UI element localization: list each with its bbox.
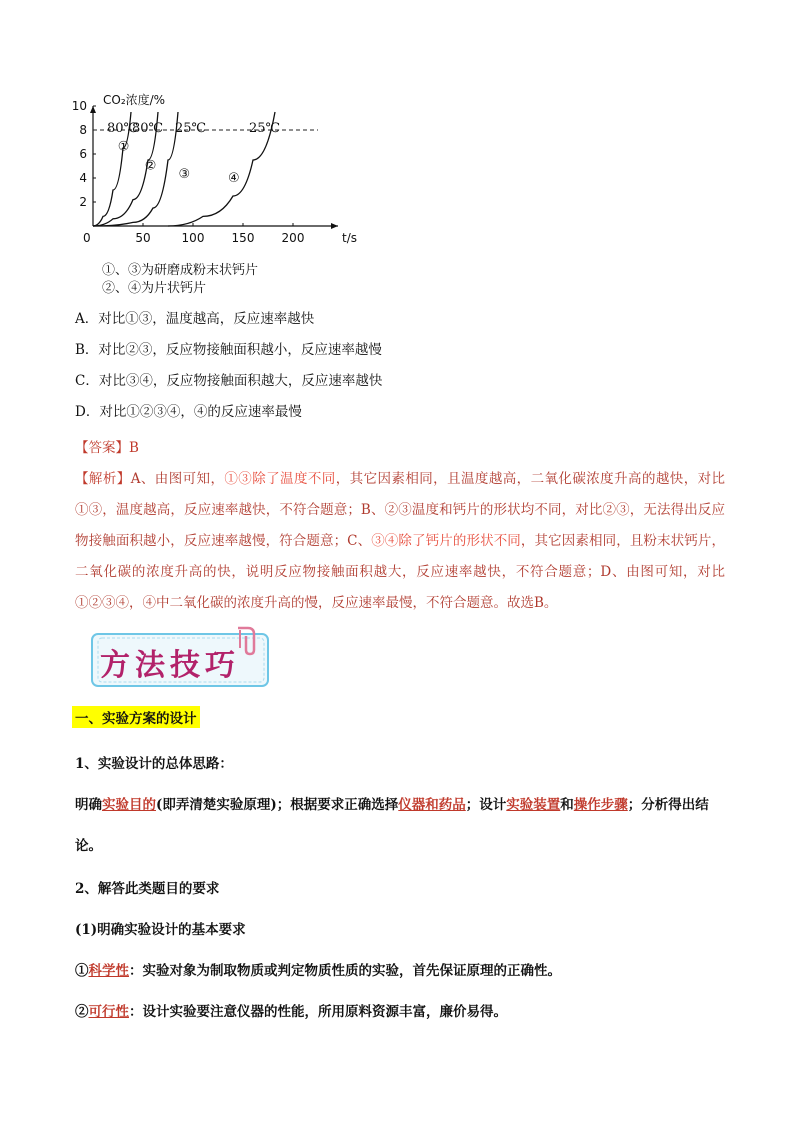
- analysis-label: 【解析】: [75, 471, 131, 487]
- req1-number: ①: [75, 963, 89, 979]
- item-2-heading: 2、解答此类题目的要求: [75, 881, 220, 897]
- y-axis-arrow-icon: [90, 106, 96, 113]
- requirement-1: [75, 959, 561, 979]
- req1-text: ：实验对象为制取物质或判定物质性质的实验，首先保证原理的正确性。: [129, 963, 561, 979]
- y-axis-label: CO₂浓度/%: [103, 93, 166, 107]
- y-tick-label: 2: [79, 195, 87, 209]
- series-label: ③: [178, 167, 191, 183]
- analysis-part-3: ，其它因素相同，且温度越高，二氧化碳浓度升高的越快，对比①③，温度越高，反应速率越快，不符合题意；B、②③温度和钙片的形状均不同，对比②③，无法得出反应物接触面积越小，反应速率越慢，符合题意；C、: [75, 471, 726, 549]
- analysis-highlight-1: ①③除了温度不同: [224, 471, 336, 487]
- option-b: B．对比②③，反应物接触面积越小，反应速率越慢: [75, 342, 382, 358]
- x-tick-label: 150: [231, 231, 255, 245]
- design-key-apparatus: 实验装置: [506, 797, 561, 813]
- y-tick-label: 10: [71, 99, 87, 113]
- x-tick-label: 50: [135, 231, 151, 245]
- series-label: ①: [117, 139, 130, 155]
- design-key-purpose: 实验目的: [102, 797, 156, 813]
- req2-number: ②: [75, 1004, 89, 1020]
- option-a: A．对比①③，温度越高，反应速率越快: [75, 311, 315, 327]
- series-temp-label: 80℃: [107, 121, 139, 136]
- series-label: ②: [144, 158, 157, 174]
- series-label: ④: [228, 170, 240, 186]
- design-key-steps: 操作步骤: [573, 797, 628, 813]
- analysis-part-5: ，其它因素相同，且粉末状钙片，二氧化碳的浓度升高的快，说明反应物接触面积越大，反应速率越快，不符合题意；D、由图可知，对比①②③④，④中二氧化碳的浓度升高的慢，反应速率最慢，不符合题意。故选B。: [75, 533, 725, 611]
- analysis-part-1: A、由图可知，: [130, 471, 225, 487]
- y-tick-label: 6: [79, 147, 87, 161]
- series-temp-label: 25℃: [249, 121, 281, 136]
- y-tick-label: 4: [79, 171, 87, 185]
- series-temp-label: 80℃: [132, 121, 164, 136]
- x-tick-label: 200: [281, 231, 305, 245]
- legend-line-2: ②、④为片状钙片: [102, 281, 207, 296]
- design-text-1: 明确: [75, 797, 102, 813]
- design-text-3: ；设计: [465, 797, 507, 813]
- legend-line-1: ①、③为研磨成粉末状钙片: [102, 263, 259, 278]
- x-tick-label: 100: [181, 231, 205, 245]
- req2-text: ：设计实验要注意仪器的性能，所用原料资源丰富，廉价易得。: [129, 1004, 507, 1020]
- y-tick-label: 8: [79, 123, 87, 137]
- design-text-2: (即弄清楚实验原理)；根据要求正确选择: [156, 797, 399, 813]
- section-title: 一、实验方案的设计: [72, 706, 200, 728]
- co2-concentration-chart: [60, 88, 357, 258]
- requirement-2: [75, 1000, 507, 1020]
- series-temp-label: 25℃: [175, 121, 207, 136]
- answer: 【答案】B: [75, 440, 139, 456]
- option-d: D．对比①②③④，④的反应速率最慢: [75, 404, 302, 420]
- x-tick-label: 0: [83, 231, 91, 245]
- analysis-highlight-2: ③④除了钙片的形状不同: [371, 533, 521, 549]
- analysis-paragraph: [75, 464, 725, 619]
- option-c: C．对比③④，反应物接触面积越大，反应速率越快: [75, 373, 383, 389]
- design-text-5: ；分析得出结: [627, 797, 709, 813]
- req2-key: 可行性: [88, 1004, 129, 1020]
- item-2-1-heading: (1)明确实验设计的基本要求: [75, 922, 246, 938]
- design-line-end: 论。: [75, 838, 102, 854]
- x-axis-label: t/s: [342, 231, 357, 245]
- design-line: [75, 793, 709, 813]
- item-1-heading: 1、实验设计的总体思路：: [75, 756, 233, 772]
- req1-key: 科学性: [88, 963, 129, 979]
- design-text-4: 和: [560, 797, 574, 813]
- badge-title: 方法技巧: [100, 648, 240, 683]
- design-key-instruments: 仪器和药品: [398, 797, 466, 813]
- x-axis-arrow-icon: [331, 223, 338, 229]
